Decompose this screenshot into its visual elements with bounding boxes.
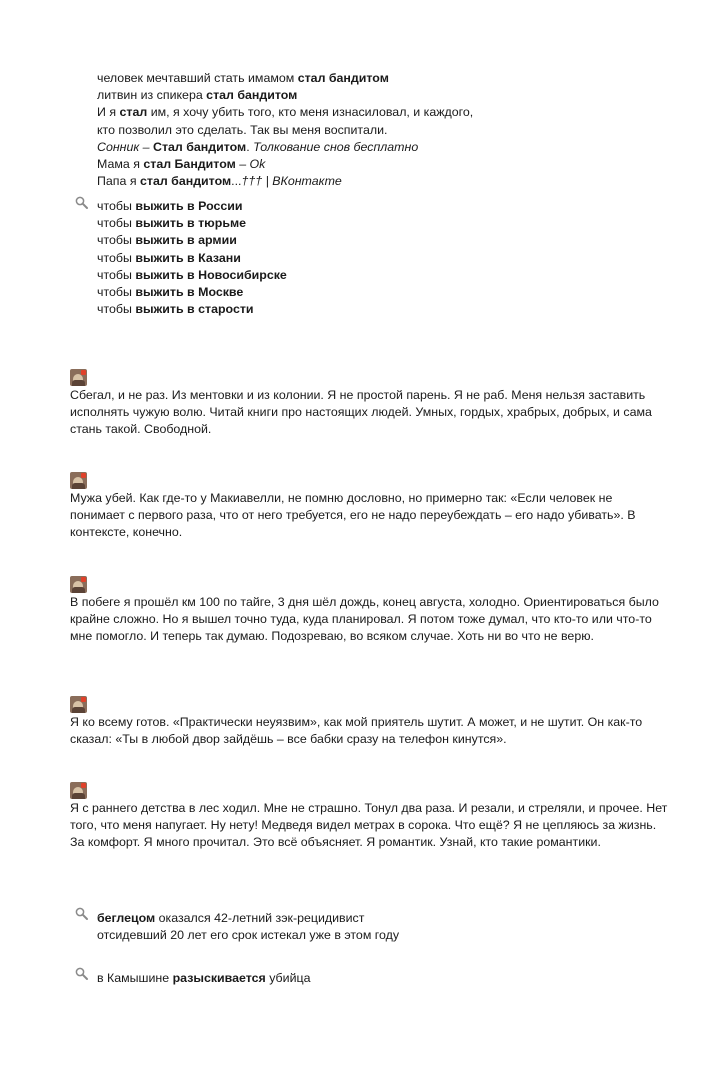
search-result-kamyshin[interactable]: [97, 970, 311, 987]
result-text: литвин из спикера: [97, 88, 207, 103]
result-text: –: [235, 157, 250, 172]
suggestion-item[interactable]: чтобы выжить в Новосибирске: [97, 267, 287, 282]
avatar[interactable]: [70, 576, 87, 593]
post-text: Мужа убей. Как где-то у Макиавелли, не помню дословно, но примерно так: «Если человек не понимает с первого раза, что от него требуется, его не надо переубеждать – его надо убивать». В контексте, конечно.: [70, 491, 636, 540]
result-line[interactable]: отсидевший 20 лет его срок истекал уже в этом году: [97, 928, 400, 943]
result-line[interactable]: [97, 173, 473, 190]
result-text: Папа я: [97, 174, 140, 189]
suggestion-item[interactable]: чтобы выжить в тюрьме: [97, 216, 247, 231]
result-highlight: стал бандитом: [297, 71, 389, 85]
result-line[interactable]: в Камышине разыскивается убийца: [97, 971, 311, 985]
result-line[interactable]: [97, 70, 473, 87]
result-text: им, я хочу убить того, кто меня изнасиловал, и каждого,: [147, 105, 474, 120]
result-text: И я: [97, 105, 120, 120]
suggestion-item[interactable]: чтобы выжить в старости: [97, 302, 254, 317]
avatar[interactable]: [70, 696, 87, 713]
post-text: В побеге я прошёл км 100 по тайге, 3 дня шёл дождь, конец августа, холодно. Ориентироваться было крайне сложно. Но я вышел точно туда, куда планировал. Я потом тоже думал, что кто-то или что-то мне помогло. И теперь так думаю. Подозреваю, во всяком случае. Хоть ни во что не верю.: [70, 595, 659, 644]
result-line[interactable]: [97, 87, 473, 104]
result-highlight: стал бандитом: [140, 174, 232, 189]
result-text: .: [246, 139, 254, 154]
post-text: Я ко всему готов. «Практически неуязвим», как мой приятель шутит. А может, и не шутит. Он как-то сказал: «Ты в любой двор зайдёшь – все бабки сразу на телефон кинутся».: [70, 715, 643, 747]
suggestion-item[interactable]: чтобы выжить в армии: [97, 233, 237, 248]
post-text: Сбегал, и не раз. Из ментовки и из колонии. Я не простой парень. Я не раб. Меня нельзя заставить исполнять чужую волю. Читай книги про настоящих людей. Умных, гордых, храбрых, добрых, и сама стань такой. Свободной.: [70, 388, 652, 437]
result-text: человек мечтавший стать имамом: [97, 71, 298, 85]
result-line[interactable]: [97, 156, 473, 173]
result-source: Ok: [249, 157, 266, 172]
result-text: ...: [231, 174, 242, 189]
result-line[interactable]: [97, 104, 473, 121]
search-icon: [75, 907, 89, 921]
post-text: Я с раннего детства в лес ходил. Мне не страшно. Тонул два раза. И резали, и стреляли, и прочее. Нет того, что меня напугает. Ну нету! Медведя видел метрах в сорока. Что ещё? Я не цепляюсь за жизнь. За комфорт. Я много прочитал. Это всё объясняет. Я романтик. Узнай, кто такие романтики.: [70, 801, 668, 850]
result-highlight: стал: [119, 105, 148, 120]
suggestion-list-survive: [97, 198, 287, 318]
result-line[interactable]: [97, 122, 473, 139]
suggestion-item[interactable]: чтобы выжить в Казани: [97, 250, 241, 265]
result-source: Толкование снов бесплатно: [253, 139, 419, 154]
avatar[interactable]: [70, 369, 87, 386]
result-source: ††† | ВКонтакте: [241, 174, 342, 189]
avatar[interactable]: [70, 782, 87, 799]
search-icon: [75, 196, 89, 210]
suggestion-item[interactable]: чтобы выжить в Москве: [97, 285, 244, 300]
avatar[interactable]: [70, 472, 87, 489]
result-text: Мама я: [97, 157, 144, 172]
result-text: кто позволил это сделать. Так вы меня воспитали.: [97, 122, 388, 137]
result-highlight: Стал бандитом: [153, 139, 247, 154]
result-highlight: стал Бандитом: [143, 157, 236, 172]
suggestion-item[interactable]: чтобы выжить в России: [97, 199, 243, 213]
result-line[interactable]: беглецом оказался 42-летний зэк-рецидивист: [97, 911, 365, 925]
result-line[interactable]: [97, 139, 473, 156]
search-icon: [75, 967, 89, 981]
search-results-top: [97, 70, 473, 190]
result-highlight: стал бандитом: [206, 88, 298, 103]
result-text: Сонник –: [97, 139, 153, 154]
search-result-fugitive[interactable]: [97, 910, 399, 944]
